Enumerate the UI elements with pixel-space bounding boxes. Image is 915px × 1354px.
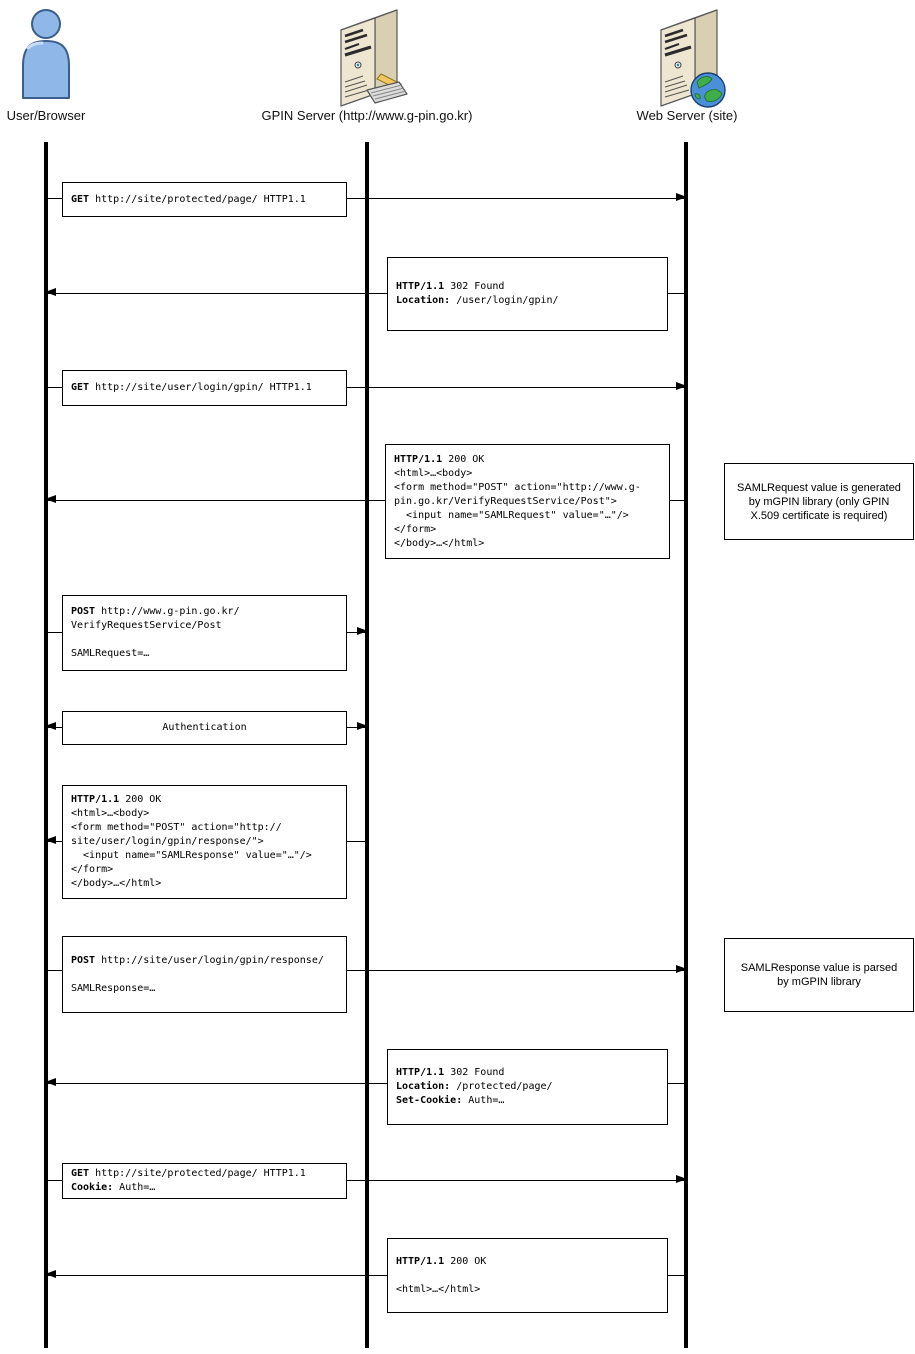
- server-keyboard-icon: [329, 2, 409, 110]
- arrowhead-right-icon: [676, 193, 687, 201]
- message-box-post-verifyrequest: POST http://www.g-pin.go.kr/ VerifyRequestService/Post SAMLRequest=…: [62, 595, 347, 671]
- message-box-302-login-gpin: HTTP/1.1 302 Found Location: /user/login/gpin/: [387, 257, 668, 331]
- arrowhead-right-icon: [357, 627, 368, 635]
- server-globe-icon: [649, 2, 729, 110]
- actor-web-server: [649, 2, 729, 115]
- arrowhead-left-icon: [45, 1078, 56, 1086]
- message-box-200-html: HTTP/1.1 200 OK <html>…</html>: [387, 1238, 668, 1313]
- arrowhead-left-icon: [45, 722, 56, 730]
- arrowhead-right-icon: [357, 722, 368, 730]
- lifeline-gpin-server: [365, 142, 369, 1348]
- message-box-get-login-gpin: GET http://site/user/login/gpin/ HTTP1.1: [62, 370, 347, 406]
- arrowhead-left-icon: [45, 288, 56, 296]
- note-samlrequest-generated: SAMLRequest value is generated by mGPIN library (only GPIN X.509 certificate is required): [724, 463, 914, 540]
- message-box-get-protected-cookie: GET http://site/protected/page/ HTTP1.1 Cookie: Auth=…: [62, 1163, 347, 1199]
- actor-web-server-label: Web Server (site): [636, 108, 738, 123]
- lifeline-user: [44, 142, 48, 1348]
- arrowhead-right-icon: [676, 965, 687, 973]
- arrowhead-left-icon: [45, 836, 56, 844]
- arrowhead-left-icon: [45, 1270, 56, 1278]
- person-icon: [16, 6, 76, 102]
- message-box-302-protected-setcookie: HTTP/1.1 302 Found Location: /protected/page/ Set-Cookie: Auth=…: [387, 1049, 668, 1125]
- message-box-post-saml-response: POST http://site/user/login/gpin/response/ SAMLResponse=…: [62, 936, 347, 1013]
- actor-gpin-server: [329, 2, 409, 115]
- message-box-get-protected: GET http://site/protected/page/ HTTP1.1: [62, 182, 347, 217]
- message-box-200-samlrequest-form: HTTP/1.1 200 OK <html>…<body> <form method="POST" action="http://www.g- pin.go.kr/VerifyRequestService/Post"> <input name="SAMLRequest" value="…"/> </form> </body>…</html>: [385, 444, 670, 559]
- message-box-200-samlresponse-form: HTTP/1.1 200 OK <html>…<body> <form method="POST" action="http:// site/user/login/gpin/response/"> <input name="SAMLResponse" value="…"/> </form> </body>…</html>: [62, 785, 347, 899]
- lifeline-web-server: [684, 142, 688, 1348]
- actor-gpin-server-label: GPIN Server (http://www.g-pin.go.kr): [261, 108, 473, 123]
- arrowhead-left-icon: [45, 495, 56, 503]
- actor-user: [16, 6, 76, 107]
- note-samlresponse-parsed: SAMLResponse value is parsed by mGPIN library: [724, 938, 914, 1012]
- actor-user-label: User/Browser: [6, 108, 86, 123]
- arrowhead-right-icon: [676, 382, 687, 390]
- arrowhead-right-icon: [676, 1175, 687, 1183]
- message-box-authentication: Authentication: [62, 711, 347, 745]
